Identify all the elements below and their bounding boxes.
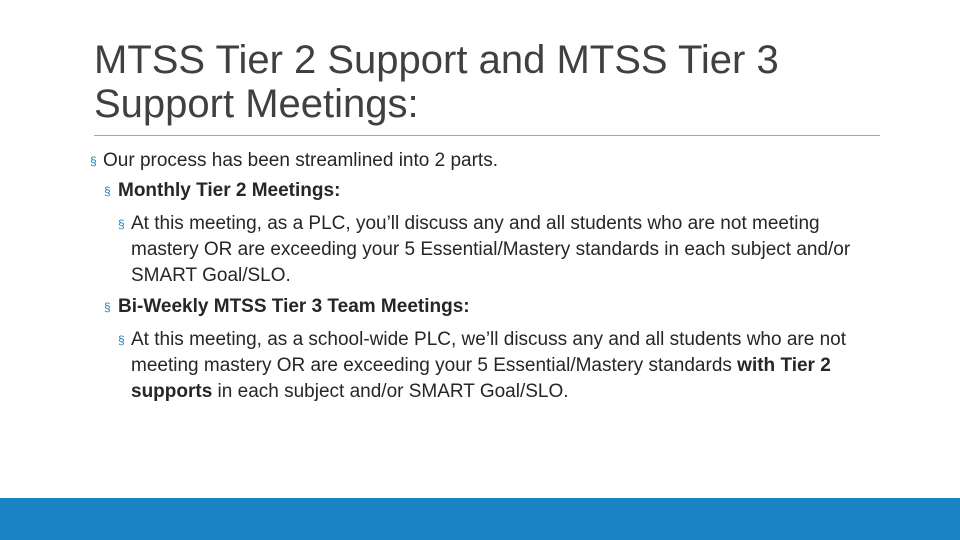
footer-accent-bar <box>0 498 960 540</box>
bullet-monthly-heading <box>104 178 874 204</box>
bullet-biweekly-heading <box>104 294 874 320</box>
bullet-square-icon: § <box>104 184 111 198</box>
bullet-intro <box>90 148 870 174</box>
bullet-biweekly-heading-text: Bi-Weekly MTSS Tier 3 Team Meetings: <box>118 296 470 317</box>
biweekly-detail-emphasis: with Tier 2 supports <box>131 355 831 402</box>
biweekly-detail-part-1: At this meeting, as a school-wide PLC, we’ll discuss any and all students who are not meeting mastery OR are exceeding your 5 Essential/Mastery standards <box>131 329 846 376</box>
bullet-square-icon: § <box>118 333 125 347</box>
title-divider <box>94 135 880 136</box>
bullet-square-icon: § <box>118 217 125 231</box>
bullet-square-icon: § <box>90 154 97 168</box>
biweekly-detail-part-2: in each subject and/or SMART Goal/SLO. <box>212 381 569 402</box>
bullet-monthly-heading-text: Monthly Tier 2 Meetings: <box>118 180 341 201</box>
bullet-square-icon: § <box>104 300 111 314</box>
slide-title: MTSS Tier 2 Support and MTSS Tier 3 Support Meetings: <box>94 38 779 126</box>
bullet-intro-text: Our process has been streamlined into 2 parts. <box>103 150 498 171</box>
bullet-biweekly-detail-text <box>118 327 880 405</box>
bullet-monthly-detail-text: At this meeting, as a PLC, you’ll discuss any and all students who are not meeting mastery OR are exceeding your 5 Essential/Mastery standards in each subject and/or SMART Goal/SLO. <box>131 213 851 286</box>
bullet-biweekly-detail <box>118 327 880 405</box>
bullet-monthly-detail <box>118 211 880 289</box>
